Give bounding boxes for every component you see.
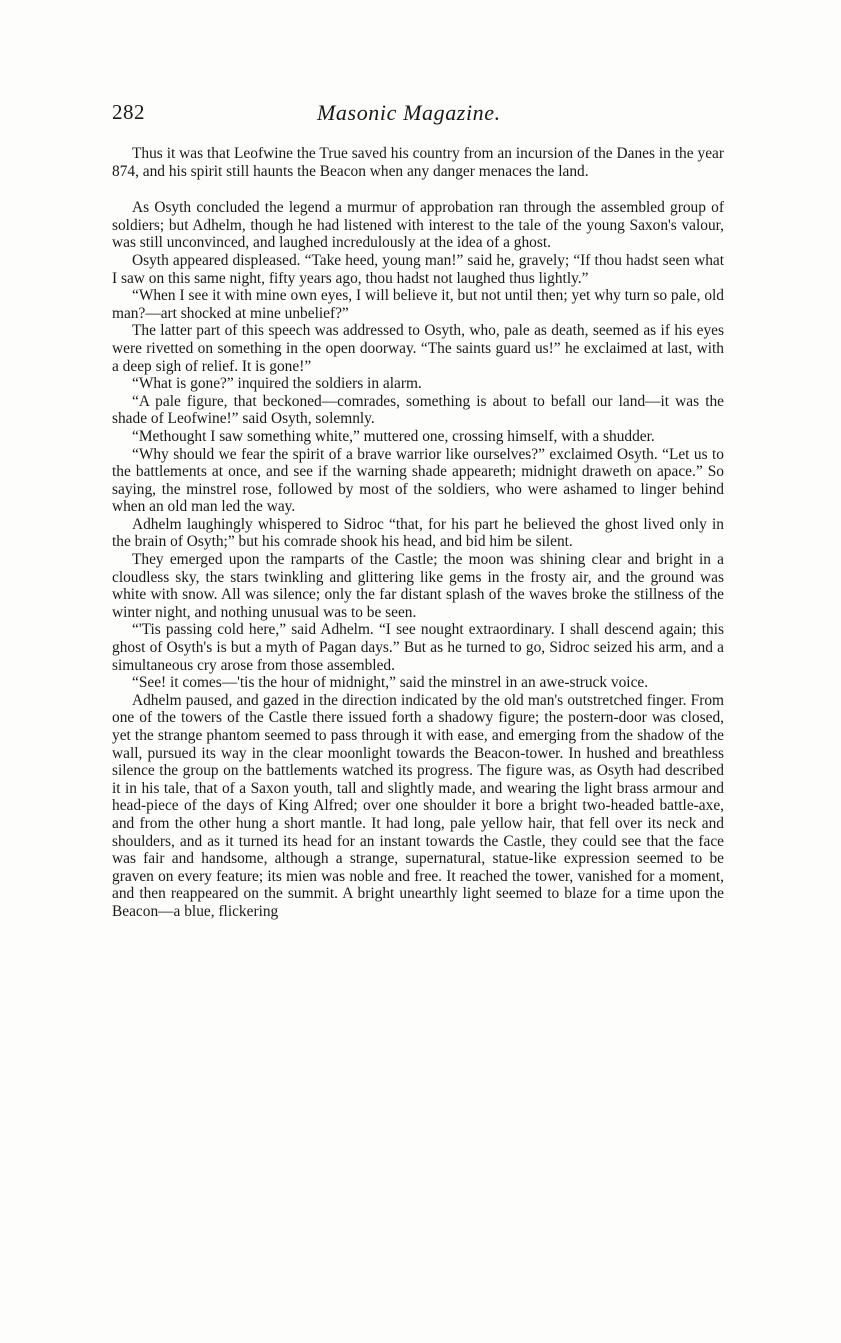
body-text [112,145,724,921]
paragraph: “'Tis passing cold here,” said Adhelm. “I see nought extraordinary. I shall descend again; this ghost of Osyth's is but a myth of Pagan days.” But as he turned to go, Sidroc seized his arm, and a simultaneous cry arose from those assembled. [112,621,724,674]
paragraph: “A pale figure, that beckoned—comrades, something is about to befall our land—it was the shade of Leofwine!” said Osyth, solemnly. [112,392,724,428]
page-header [112,100,722,130]
paragraph: As Osyth concluded the legend a murmur of approbation ran through the assembled group of soldiers; but Adhelm, though he had listened with interest to the tale of the young Saxon's valour, was still unconvinced, and laughed incredulously at the idea of a ghost. [112,199,724,252]
paragraph: “When I see it with mine own eyes, I will believe it, but not until then; yet why turn so pale, old man?—art shocked at mine unbelief?” [112,287,724,322]
paragraph: “See! it comes—'tis the hour of midnight,” said the minstrel in an awe-struck voice. [132,674,649,692]
paragraph: “Methought I saw something white,” muttered one, crossing himself, with a shudder. [132,427,655,445]
paragraph: Adhelm paused, and gazed in the direction indicated by the old man's outstretched finger. From one of the towers of the Castle there issued forth a shadowy figure; the postern-door was closed, yet the strange phantom seemed to pass through it with ease, and emerging from the shadow of the wall, pursued its way in the clear moonlight towards the Beacon-tower. In hushed and breathless silence the group on the battlements watched its progress. The figure was, as Osyth had described it in his tale, that of a Saxon youth, tall and slightly made, and wearing the light brass armour and head-piece of the days of King Alfred; over one shoulder it bore a bright two-headed battle-axe, and from the other hung a short mantle. It had long, pale yellow hair, that fell over its neck and shoulders, and as it turned its head for an instant towards the Castle, they could see that the face was fair and handsome, although a strange, supernatural, statue-like expression seemed to be graven on every feature; its mien was noble and free. It reached the tower, vanished for a moment, and then reappeared on the summit. A bright unearthly light seemed to blaze for a time upon the Beacon—a blue, flickering [112,691,724,920]
paragraph: Osyth appeared displeased. “Take heed, young man!” said he, gravely; “If thou hadst seen what I saw on this same night, fifty years ago, thou hadst not laughed thus lightly.” [112,251,724,287]
running-title: Masonic Magazine. [317,100,501,125]
paragraph: “What is gone?” inquired the soldiers in alarm. [132,375,422,393]
paragraph: Thus it was that Leofwine the True saved his country from an incursion of the Danes in the year 874, and his spirit still haunts the Beacon when any danger menaces the land. [112,145,724,180]
paragraph: Adhelm laughingly whispered to Sidroc “that, for his part he believed the ghost lived only in the brain of Osyth;” but his comrade shook his head, and bid him be silent. [112,515,724,551]
paragraph: The latter part of this speech was addressed to Osyth, who, pale as death, seemed as if his eyes were rivetted on something in the open doorway. “The saints guard us!” he exclaimed at last, with a deep sigh of relief. It is gone!” [112,322,724,375]
paragraph: They emerged upon the ramparts of the Castle; the moon was shining clear and bright in a cloudless sky, the stars twinkling and glittering like gems in the frosty air, and the ground was white with snow. All was silence; only the far distant splash of the waves broke the stillness of the winter night, and nothing unusual was to be seen. [112,551,724,621]
paragraph: “Why should we fear the spirit of a brave warrior like ourselves?” exclaimed Osyth. “Let us to the battlements at once, and see if the warning shade appeareth; midnight draweth on apace.” So saying, the minstrel rose, followed by most of the soldiers, who were ashamed to linger behind when an old man led the way. [112,445,724,516]
page-number: 282 [112,100,145,124]
